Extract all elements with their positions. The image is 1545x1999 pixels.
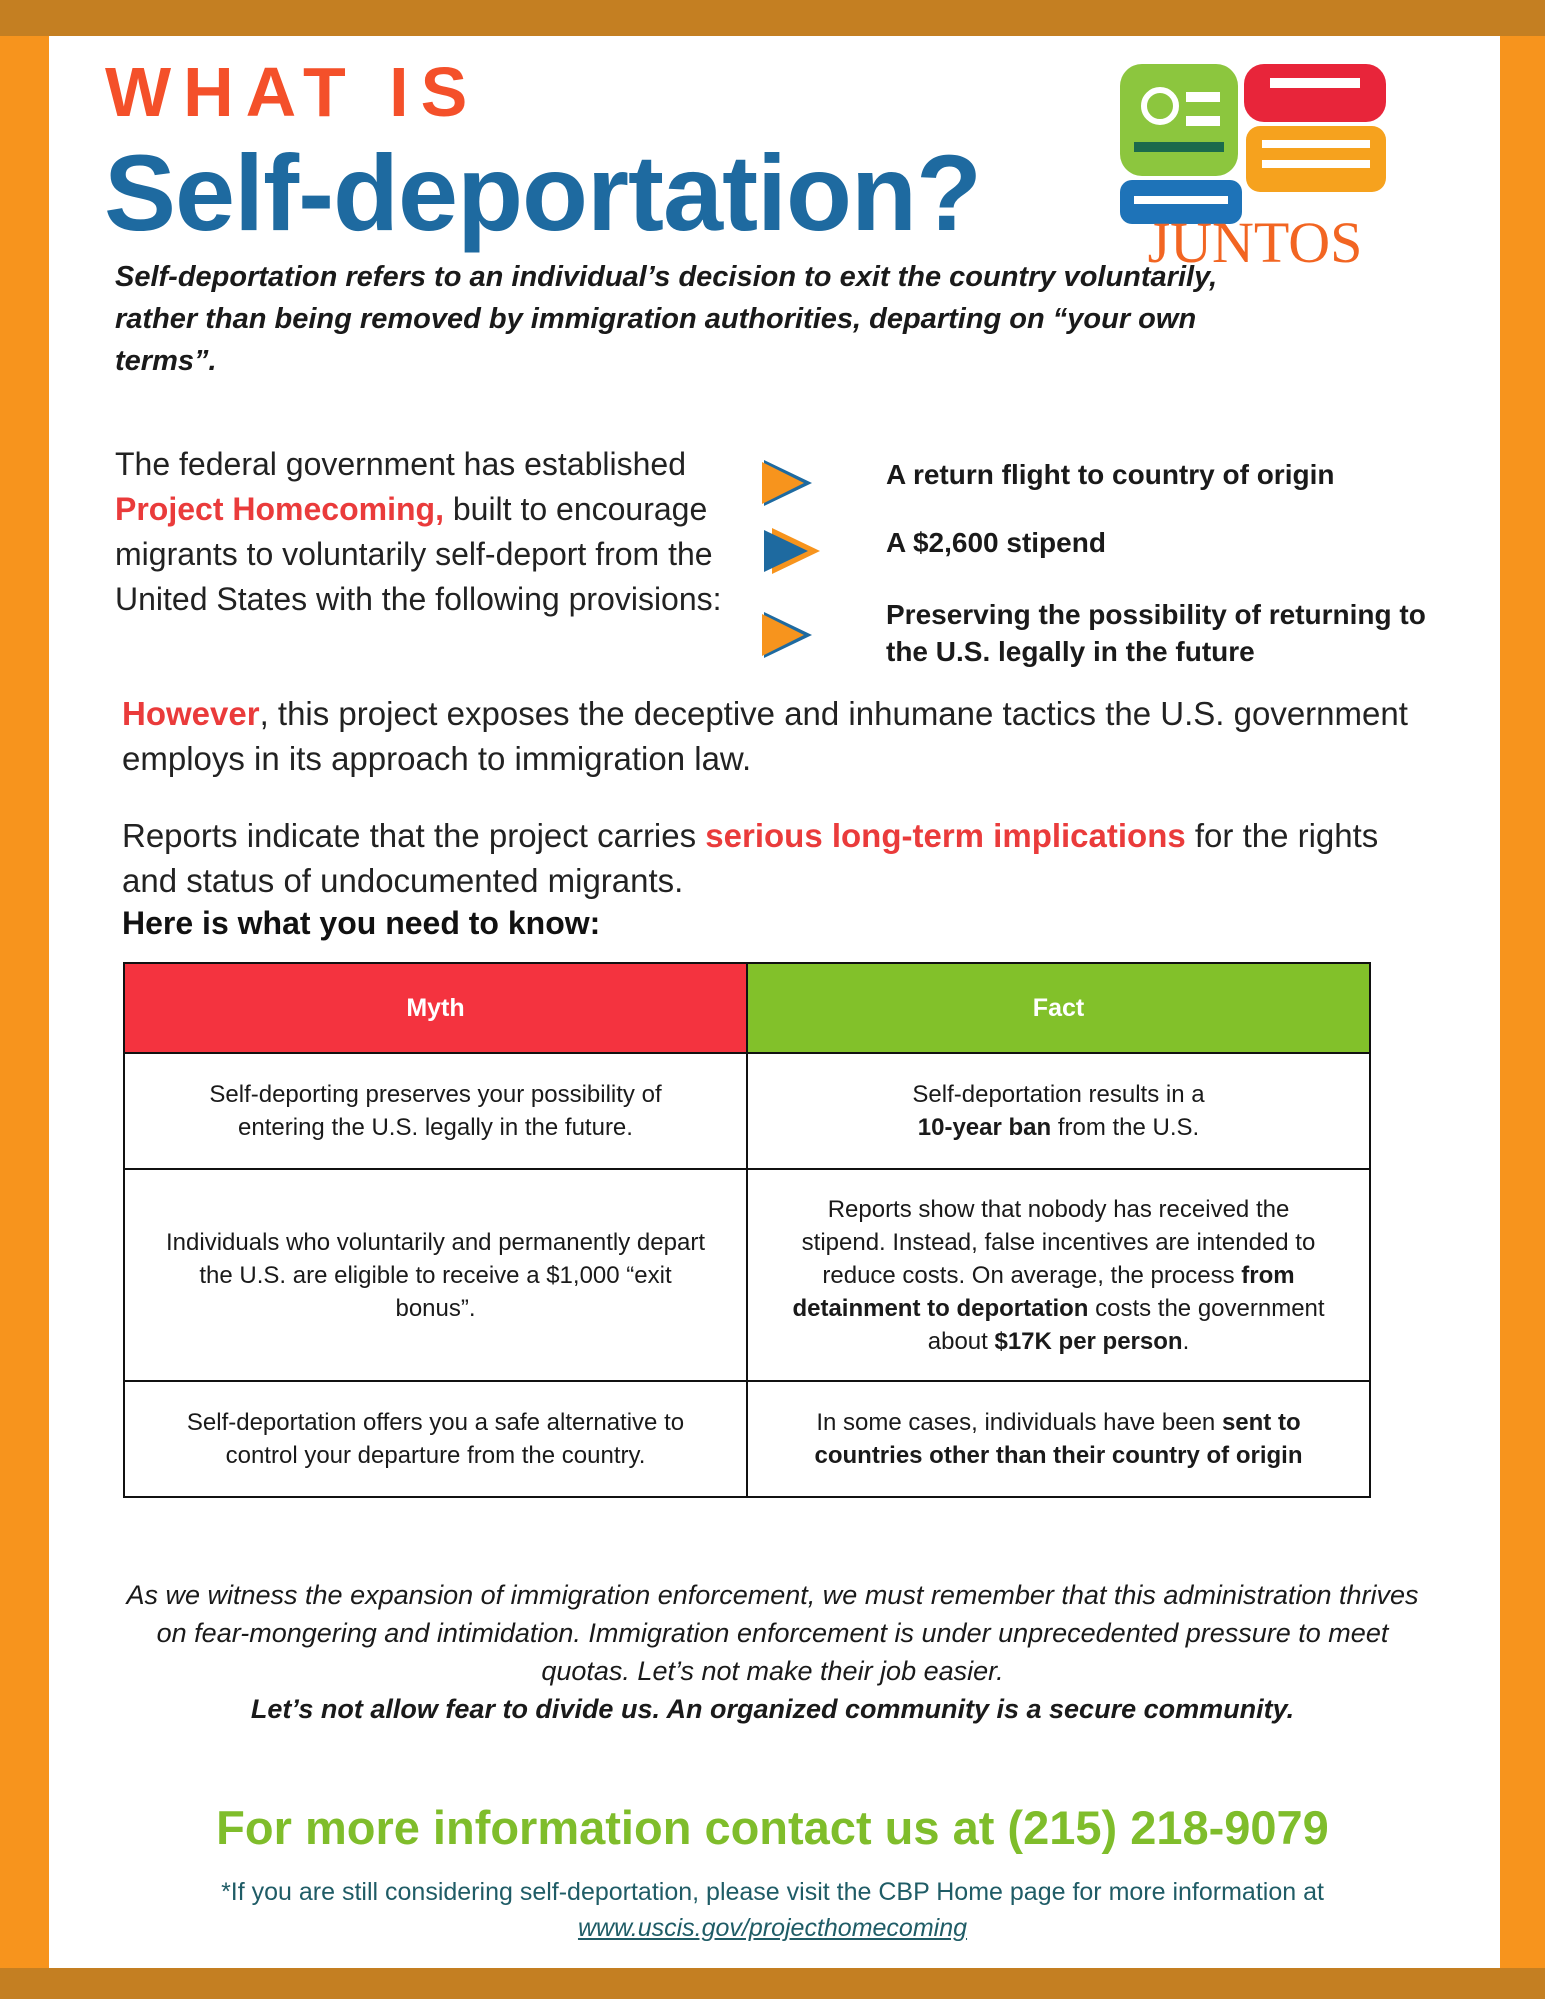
footer-note-text: *If you are still considering self-deportation, please visit the CBP Home page for more information at (221, 1878, 1324, 1906)
provision-text: Preserving the possibility of returning to the U.S. legally in the future (886, 599, 1426, 667)
provision-text: A $2,600 stipend (886, 527, 1106, 558)
however-text: , this project exposes the deceptive and inhumane tactics the U.S. government employs in its approach to immigration law. (122, 695, 1408, 777)
fact-text: Self-deportation results in a (912, 1081, 1205, 1108)
intro-definition: Self-deportation refers to an individual’s decision to exit the country voluntarily, rather than being removed by immigration authorities, departing on “your own terms”. (115, 261, 1218, 377)
title-kicker: WHAT IS (105, 53, 480, 131)
logo-orange-glyph (1246, 126, 1386, 192)
closing-emphasis: Let’s not allow fear to divide us. An organized community is a secure community. (250, 1694, 1295, 1724)
top-border-bar (0, 0, 1545, 36)
logo-wordmark: JUNTOS (1147, 210, 1363, 274)
logo-green-glyph (1120, 64, 1238, 176)
myth-cell: Self-deportation offers you a safe alternative to control your departure from the country. (124, 1381, 747, 1497)
fact-text: costs the government about (927, 1294, 1325, 1355)
fact-bold: sent to countries other than their country of origin (814, 1409, 1303, 1469)
page-title: Self-deportation? (104, 132, 981, 253)
reports-paragraph (122, 813, 1422, 903)
table-row (124, 1381, 1370, 1497)
project-text-before: The federal government has established (115, 446, 687, 482)
table-row (124, 1169, 1370, 1381)
fact-text: . (1182, 1327, 1190, 1355)
however-lead: However (122, 695, 260, 732)
fact-bold: $17K per person (994, 1327, 1183, 1355)
juntos-logo (1120, 44, 1390, 274)
fact-bold: from detainment to deportation (792, 1261, 1295, 1322)
fact-cell (747, 1381, 1370, 1497)
reports-highlight: serious long-term implications (705, 817, 1186, 854)
table-row (124, 1053, 1370, 1169)
need-to-know-heading: Here is what you need to know: (122, 905, 601, 941)
fact-text: In some cases, individuals have been (816, 1409, 1216, 1436)
myth-cell: Self-deporting preserves your possibility of entering the U.S. legally in the future. (124, 1053, 747, 1169)
project-text-after: built to encourage migrants to voluntarily self-deport from the United States with the following provisions: (115, 491, 722, 617)
orange-arrow-icon (762, 460, 824, 506)
reports-text-after: for the rights and status of undocumented migrants. (122, 817, 1379, 899)
reports-text-before: Reports indicate that the project carries (122, 817, 697, 854)
provision-text: A return flight to country of origin (886, 459, 1335, 490)
fact-cell (747, 1169, 1370, 1381)
table-header-row (124, 963, 1370, 1053)
however-paragraph (122, 691, 1422, 781)
fact-cell (747, 1053, 1370, 1169)
contact-line: For more information contact us at (215) 218-9079 (216, 1801, 1329, 1854)
myth-fact-table (123, 962, 1371, 1498)
project-homecoming-link[interactable]: www.uscis.gov/projecthomecoming (577, 1914, 968, 1942)
footer-note (130, 1874, 1415, 1946)
closing-statement (120, 1576, 1425, 1728)
orange-arrow-icon (762, 612, 824, 658)
closing-text: As we witness the expansion of immigration enforcement, we must remember that this administration thrives on fear-mongering and intimidation. Immigration enforcement is under unprecedented pressure to meet quotas. Let’s not make their job easier. (126, 1580, 1419, 1686)
project-name-highlight: Project Homecoming, (115, 491, 444, 527)
blue-arrow-icon (762, 528, 824, 574)
fact-text: from the U.S. (1057, 1114, 1200, 1141)
myth-column-header: Myth (124, 963, 747, 1053)
fact-text: Reports show that nobody has received the stipend. Instead, false incentives are intended to reduce costs. On average, the process (801, 1195, 1316, 1289)
fact-bold: 10-year ban (917, 1114, 1052, 1141)
logo-red-glyph (1244, 64, 1386, 122)
bottom-border-bar (0, 1968, 1545, 1999)
myth-cell: Individuals who voluntarily and permanently depart the U.S. are eligible to receive a $1,000 “exit bonus”. (124, 1169, 747, 1381)
fact-column-header: Fact (747, 963, 1370, 1053)
project-description (115, 442, 755, 622)
